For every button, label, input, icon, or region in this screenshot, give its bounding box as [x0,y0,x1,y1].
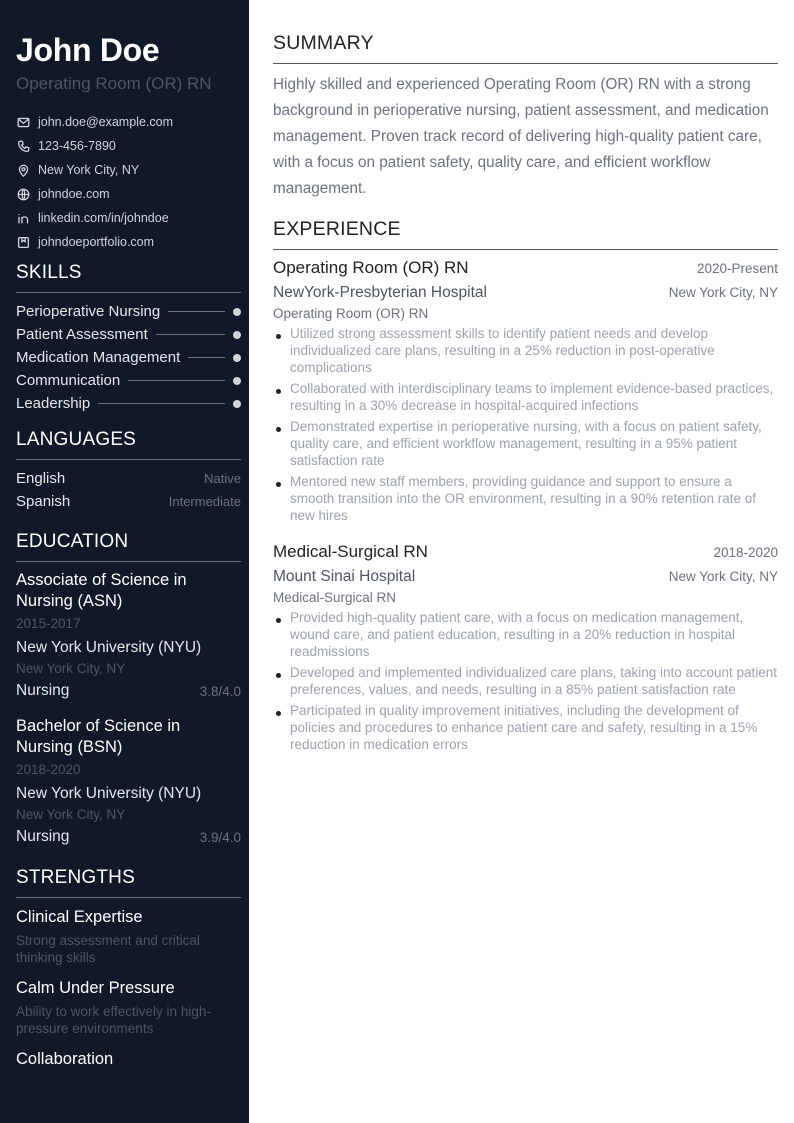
skill-dot [233,400,241,408]
strengths-heading: STRENGTHS [16,867,241,898]
school-location: New York City, NY [16,661,126,676]
skill-line [98,403,225,404]
language-name: English [16,470,66,487]
contact-linkedin-text: linkedin.com/in/johndoe [38,211,169,225]
job-bullet: Collaborated with interdisciplinary teams to implement evidence-based practices, resulting in a 30% decrease in hospital-acquired infections [273,380,778,414]
mail-icon [16,115,30,129]
job-title: Operating Room (OR) RN [273,258,469,277]
degree-title: Associate of Science in Nursing (ASN) [16,571,187,610]
school-name: New York University (NYU) [16,785,202,802]
skill-line [128,380,225,381]
job-bullet: Provided high-quality patient care, with a focus on medication management, wound care, and patient education, resulting in a 20% reduction in hospital readmissions [273,609,778,660]
globe-icon [16,187,30,201]
degree-title: Bachelor of Science in Nursing (BSN) [16,717,181,756]
field-gpa-row [16,828,241,846]
skill-label: Leadership [16,395,91,412]
strength-title: Calm Under Pressure [16,979,175,997]
job-location: New York City, NY [668,569,778,584]
skills-list [16,300,241,415]
gpa: 3.8/4.0 [199,683,241,699]
candidate-role: Operating Room (OR) RN [16,74,212,93]
summary-text: Highly skilled and experienced Operating Room (OR) RN with a strong background in perioperative nursing, patient assessment, and medication management. Proven track record of delivering high-quality patient care, with a focus on patient safety, quality care, and efficient workflow management. [273,76,769,197]
job-bullets [273,609,778,753]
skill-label: Communication [16,372,121,389]
language-item [16,467,241,490]
sidebar [0,0,249,1123]
portfolio-icon [16,235,30,249]
experience-heading: EXPERIENCE [273,218,778,250]
language-name: Spanish [16,493,71,510]
degree-years: 2018-2020 [16,762,81,777]
location-pin-icon [16,163,30,177]
contact-email[interactable] [16,110,241,134]
school-location: New York City, NY [16,807,126,822]
job-bullet: Demonstrated expertise in perioperative nursing, with a focus on patient safety, quality care, and efficient workflow management, resulting in a 95% patient satisfaction rate [273,418,778,469]
job-subtitle: Medical-Surgical RN [273,590,397,605]
skill-item [16,369,241,392]
contact-linkedin[interactable] [16,206,241,230]
skill-label: Perioperative Nursing [16,303,161,320]
contact-list [16,110,241,254]
skill-dot [233,354,241,362]
candidate-name: John Doe [16,32,160,68]
skill-line [168,311,225,312]
linkedin-icon [16,211,30,225]
education-item [16,570,241,700]
strength-item [16,1049,241,1069]
job-location: New York City, NY [668,285,778,300]
job-bullets [273,325,778,524]
degree-years: 2015-2017 [16,616,81,631]
language-level: Intermediate [168,494,241,509]
skill-item [16,323,241,346]
job-bullet: Developed and implemented individualized care plans, taking into account patient preferences, values, and needs, resulting in a 85% patient satisfaction rate [273,664,778,698]
skill-line [188,357,225,358]
language-item [16,490,241,513]
company-name: NewYork-Presbyterian Hospital [273,284,487,301]
skill-label: Patient Assessment [16,326,148,343]
language-level: Native [204,471,241,486]
strength-item [16,978,241,1037]
school-name: New York University (NYU) [16,639,202,656]
field-gpa-row [16,682,241,700]
contact-website[interactable] [16,182,241,206]
job-bullet: Utilized strong assessment skills to identify patient needs and develop individualized care plans, resulting in a 25% reduction in post-operative complications [273,325,778,376]
skill-dot [233,331,241,339]
summary-heading: SUMMARY [273,32,778,64]
skill-dot [233,308,241,316]
company-name: Mount Sinai Hospital [273,568,416,585]
strength-item [16,907,241,966]
languages-heading: LANGUAGES [16,429,241,460]
education-heading: EDUCATION [16,531,241,562]
contact-portfolio[interactable] [16,230,241,254]
strength-desc: Ability to work effectively in high-pressure environments [16,1004,211,1036]
job-title: Medical-Surgical RN [273,542,428,561]
skill-dot [233,377,241,385]
languages-list [16,467,241,513]
contact-portfolio-text: johndoeportfolio.com [38,235,155,249]
experience-item [273,542,778,757]
experience-item [273,258,778,528]
skill-line [156,334,225,335]
strength-desc: Strong assessment and critical thinking skills [16,933,200,965]
job-dates: 2020-Present [696,261,778,276]
strength-title: Clinical Expertise [16,908,143,926]
phone-icon [16,139,30,153]
strength-title: Collaboration [16,1050,114,1068]
contact-phone-text: 123-456-7890 [38,139,116,153]
contact-website-text: johndoe.com [38,187,110,201]
skill-item [16,346,241,369]
contact-email-text: john.doe@example.com [38,115,173,129]
skills-heading: SKILLS [16,262,241,293]
job-dates: 2018-2020 [713,545,778,560]
job-bullet: Participated in quality improvement initiatives, including the development of policies and procedures to enhance patient care and safety, resulting in a 15% reduction in medication errors [273,702,778,753]
education-item [16,716,241,846]
skill-item [16,392,241,415]
job-subtitle: Operating Room (OR) RN [273,306,429,321]
skill-label: Medication Management [16,349,181,366]
job-bullet: Mentored new staff members, providing guidance and support to ensure a smooth transition into the OR environment, resulting in a 90% retention rate of new hires [273,473,778,524]
skill-item [16,300,241,323]
contact-location [16,158,241,182]
field-of-study: Nursing [16,682,70,699]
contact-location-text: New York City, NY [38,163,140,177]
contact-phone[interactable] [16,134,241,158]
field-of-study: Nursing [16,828,70,845]
gpa: 3.9/4.0 [199,829,241,845]
